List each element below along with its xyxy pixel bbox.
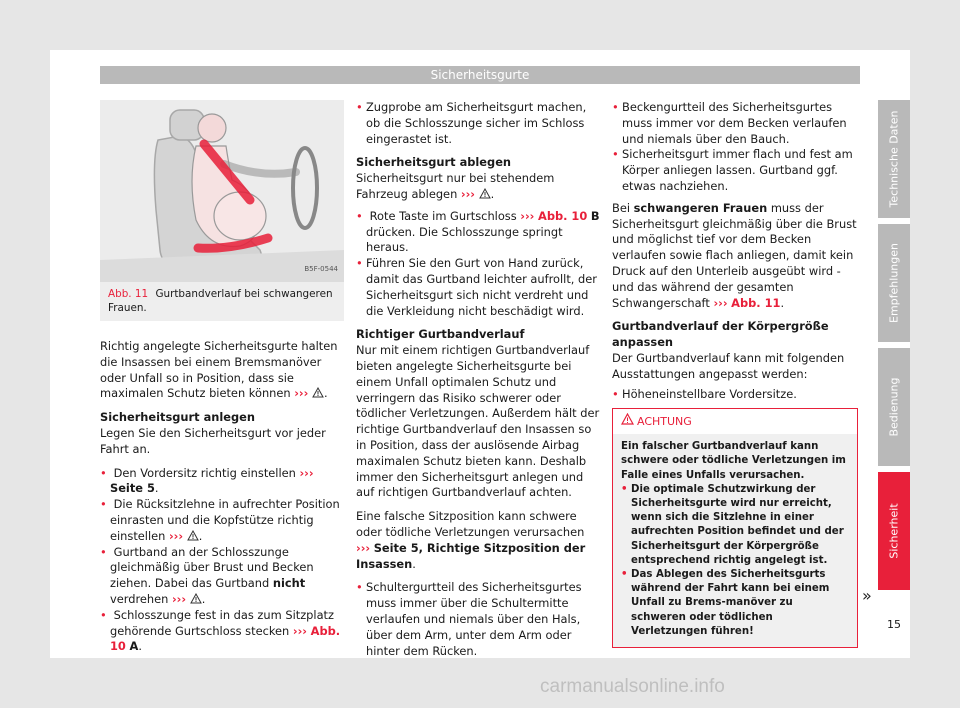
tab-label: Empfehlungen xyxy=(887,243,901,323)
intro-paragraph: Richtig angelegte Sicherheitsgurte halten die Insassen bei einem Bremsmanöver oder Unfall so in Position, dass sie maximalen Schutz bieten können ››› . xyxy=(100,339,338,401)
list-item-text: Gurtband an der Schlosszunge gleichmäßig über Brust und Becken ziehen. Dabei das Gurtband xyxy=(110,544,314,591)
tab-empfehlungen[interactable] xyxy=(878,224,910,342)
paragraph-text: Sicherheitsgurt nur bei stehendem Fahrzeug ablegen xyxy=(356,171,555,201)
intro-text: Richtig angelegte Sicherheitsgurte halten die Insassen bei einem Bremsmanöver oder Unfall so in Position, dass sie maximalen Schutz bieten können xyxy=(100,339,338,401)
paragraph-text: Eine falsche Sitzposition kann schwere oder tödliche Verletzungen verursachen xyxy=(356,509,585,539)
arrow-ref[interactable]: ››› xyxy=(356,540,371,555)
figure-link[interactable]: Abb. 11 xyxy=(731,295,781,310)
column-2 xyxy=(356,100,600,659)
paragraph-ablegen: Sicherheitsgurt nur bei stehendem Fahrzeug ablegen ››› . xyxy=(356,171,555,201)
page-header-title: Sicherheitsgurte xyxy=(430,68,530,82)
figure-caption-text: Gurtbandverlauf bei schwangeren Frauen. xyxy=(108,288,333,314)
list-item-text: Die Rücksitzlehne in aufrechter Position einrasten und die Kopfstütze richtig einstellen xyxy=(110,497,340,543)
warning-triangle-icon xyxy=(479,188,491,199)
list-item: • Den Vordersitz richtig einstellen ››› Seite 5. xyxy=(100,466,344,498)
watermark: carmanualsonline.info xyxy=(540,676,725,697)
list-item xyxy=(356,209,600,256)
heading-verlauf: Richtiger Gurtbandverlauf xyxy=(356,327,525,342)
emphasis-text: schwangeren Frauen xyxy=(633,200,768,215)
list-item xyxy=(356,580,600,659)
list-item-text: Zugprobe am Sicherheitsgurt machen, ob die Schlosszunge sicher im Schloss eingerastet ist. xyxy=(366,100,587,146)
tab-sicherheit[interactable] xyxy=(878,472,910,590)
list-item: • Die Rücksitzlehne in aufrechter Position einrasten und die Kopfstütze richtig einstellen ››› . xyxy=(100,497,344,544)
list-item-text: Höheneinstellbare Vordersitze. xyxy=(622,386,797,401)
arrow-ref[interactable]: ››› xyxy=(171,591,187,606)
list-item xyxy=(612,100,858,147)
tab-bedienung[interactable] xyxy=(878,348,910,466)
paragraph-text: Bei xyxy=(612,200,630,215)
list-item xyxy=(356,256,600,319)
warning-list-text: Das Ablegen des Sicherheitsgurts während der Fahrt kann bei einem Unfall zu Brems-manöver zu schweren oder tödlichen Verletzungen führen! xyxy=(631,568,830,637)
arrow-ref[interactable]: ››› xyxy=(520,208,535,223)
figure-letter: B xyxy=(590,208,600,223)
arrow-ref[interactable]: ››› xyxy=(713,295,728,310)
list-item-text: verdrehen xyxy=(110,591,169,606)
figure-pregnant-seatbelt xyxy=(100,100,344,282)
list-item-text: Den Vordersitz richtig einstellen xyxy=(113,465,296,480)
tab-label: Bedienung xyxy=(887,377,901,437)
list-item-text: Beckengurtteil des Sicherheitsgurtes muss immer vor dem Becken verlaufen und niemals über den Bauch. xyxy=(622,100,847,146)
warning-triangle-icon xyxy=(190,593,202,604)
arrow-ref[interactable]: ››› xyxy=(168,528,184,543)
page-link[interactable]: Seite 5, Richtige Sitzposition der Insassen xyxy=(356,540,586,571)
warning-triangle-icon xyxy=(621,413,634,425)
warning-body xyxy=(613,434,857,647)
emphasis-text: nicht xyxy=(272,576,306,591)
paragraph-text: muss der Sicherheitsgurt gleichmäßig über die Brust und möglichst tief vor dem Becken verlaufen sowie flach anliegen, damit kein Druck auf den Unterleib ausgeübt wird - und das während der gesamten Schwangerschaft xyxy=(612,200,857,310)
warning-triangle-icon xyxy=(312,387,324,398)
list-item-text: Führen Sie den Gurt von Hand zurück, damit das Gurtband leichter aufrollt, der Sicherheitsgurt sich nicht verdreht und die Verkleidung nicht beschädigt wird. xyxy=(366,256,597,318)
paragraph-schwanger: Bei schwangeren Frauen muss der Sicherheitsgurt gleichmäßig über die Brust und möglichst tief vor dem Becken verlaufen sowie flach anliegen, damit kein Druck auf den Unterleib ausgeübt wird - und das während der gesamten Schwangerschaft ››› Abb. 11. xyxy=(612,200,857,310)
warning-header xyxy=(613,409,857,434)
column-1 xyxy=(100,100,344,655)
paragraph-verlauf: Nur mit einem richtigen Gurtbandverlauf bieten angelegte Sicherheitsgurte bei einem Unfall optimalen Schutz und verringern das Risiko schwerer oder tödlicher Verletzungen. Außerdem hält der richtige Gurtbandverlauf den Insassen so in Position, dass der auslösende Airbag maximalen Schutz bieten kann. Deshalb immer den Sicherheitsgurt anlegen und auf richtigen Gurtbandverlauf achten. xyxy=(356,343,600,500)
tab-technische-daten[interactable] xyxy=(878,100,910,218)
list-item-text: drücken. Die Schlosszunge springt heraus. xyxy=(366,224,563,255)
continue-mark: » xyxy=(862,586,872,605)
list-item-text: Rote Taste im Gurtschloss xyxy=(369,208,517,223)
figure-code: B5F-0544 xyxy=(304,265,338,274)
arrow-ref[interactable]: ››› xyxy=(292,623,307,638)
arrow-ref[interactable]: ››› xyxy=(299,465,314,480)
tab-label: Technische Daten xyxy=(887,110,901,208)
warning-triangle-icon xyxy=(187,530,199,541)
warning-title: ACHTUNG xyxy=(637,415,692,429)
list-item xyxy=(356,100,600,147)
warning-box xyxy=(612,408,858,648)
list-item-text: Sicherheitsgurt immer flach und fest am Körper anliegen lassen. Gurtband ggf. etwas nachziehen. xyxy=(622,147,853,193)
figure-letter: A xyxy=(129,639,139,654)
figure-number: Abb. 11 xyxy=(108,288,149,300)
heading-ablegen: Sicherheitsgurt ablegen xyxy=(356,155,512,170)
paragraph-koerper: Der Gurtbandverlauf kann mit folgenden Ausstattungen angepasst werden: xyxy=(612,350,845,381)
warning-list-item xyxy=(621,483,849,568)
paragraph-falsch: Eine falsche Sitzposition kann schwere oder tödliche Verletzungen verursachen ››› Seite 5, Richtige Sitzposition der Insassen. xyxy=(356,509,586,571)
chapter-tabs xyxy=(878,100,910,596)
warning-list-item xyxy=(621,568,849,639)
figure-link[interactable]: Abb. 10 xyxy=(538,208,588,223)
seatbelt-illustration xyxy=(100,100,344,282)
list-item-text: Schlosszunge fest in das zum Sitzplatz gehörende Gurtschloss stecken xyxy=(110,607,335,638)
warning-list-text: Die optimale Schutzwirkung der Sicherheitsgurte wird nur erreicht, wenn sich die Sitzlehne in einer aufrechten Position befindet und der Sicherheitsgurt der Körpergröße entsprechend richtig angelegt ist. xyxy=(631,483,844,566)
tab-label: Sicherheit xyxy=(887,503,901,559)
figure-link[interactable]: Abb. 10 xyxy=(110,623,341,654)
column-3 xyxy=(612,100,858,648)
heading-anlegen: Sicherheitsgurt anlegen xyxy=(100,410,255,425)
list-item xyxy=(612,387,858,403)
warning-text: Ein falscher Gurtbandverlauf kann schwere oder tödliche Verletzungen im Falle eines Unfalls verursachen. xyxy=(621,441,846,481)
arrow-ref[interactable]: ››› xyxy=(294,386,309,401)
list-item xyxy=(612,147,858,194)
heading-koerper: Gurtbandverlauf der Körpergröße anpassen xyxy=(612,319,829,350)
list-item: • Schlosszunge fest in das zum Sitzplatz gehörende Gurtschloss stecken ››› Abb. 10 A. xyxy=(100,608,344,655)
list-item-text: Schultergurtteil des Sicherheitsgurtes muss immer über die Schultermitte verlaufen und niemals über den Hals, über dem Arm, unter dem Arm oder hinter dem Rücken. xyxy=(366,580,582,658)
page-link[interactable]: Seite 5 xyxy=(110,481,155,496)
figure-caption xyxy=(100,282,344,321)
paragraph-anlegen: Legen Sie den Sicherheitsgurt vor jeder Fahrt an. xyxy=(100,425,326,456)
list-item: • Gurtband an der Schlosszunge gleichmäßig über Brust und Becken ziehen. Dabei das Gurtband nicht verdrehen ››› . xyxy=(100,545,344,608)
arrow-ref[interactable]: ››› xyxy=(460,186,476,201)
page-number: 15 xyxy=(887,618,901,631)
page-header xyxy=(100,66,860,84)
